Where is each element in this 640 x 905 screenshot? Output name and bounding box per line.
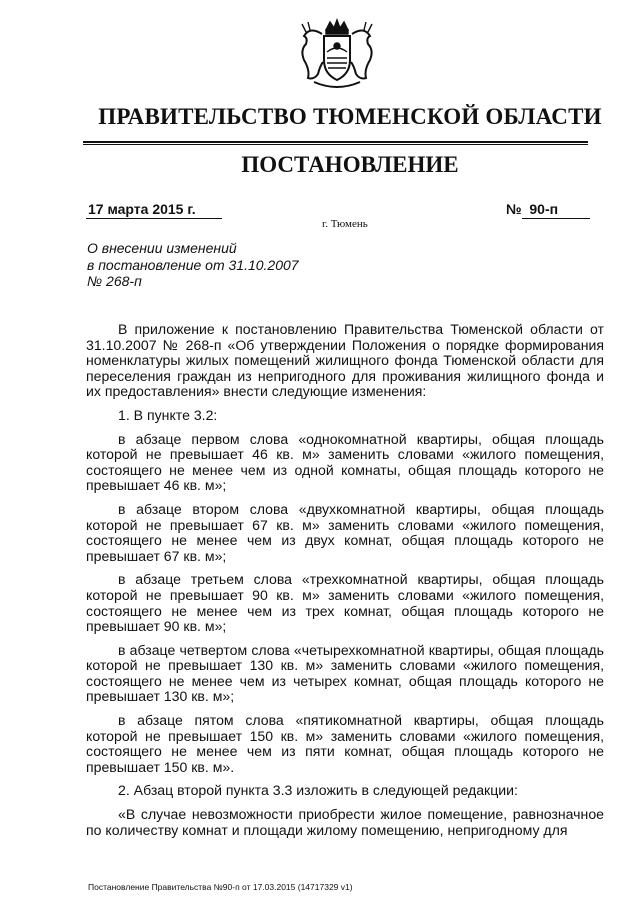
coat-of-arms-icon xyxy=(296,16,378,94)
footer-note: Постановление Правительства №90-п от 17.03.2015 (14717329 v1) xyxy=(88,882,353,892)
government-title: ПРАВИТЕЛЬСТВО ТЮМЕНСКОЙ ОБЛАСТИ xyxy=(98,104,602,129)
number-value: 90-п xyxy=(529,201,559,217)
document-date: 17 марта 2015 г. xyxy=(88,201,196,217)
document-type: ПОСТАНОВЛЕНИЕ xyxy=(241,152,459,177)
body-paragraph: 2. Абзац второй пункта 3.3 изложить в следующей редакции: xyxy=(118,782,518,799)
title-divider xyxy=(83,141,588,143)
body-paragraph: в абзаце четвертом слова «четырехкомнатной квартиры, общая площадь которой не превышает 130 кв. м» заменить словами «жилого помещения, состоящего не менее чем из четырех комнат, общая площадь которого не превышает 130 кв. м»; xyxy=(86,641,604,705)
date-underline xyxy=(86,218,222,219)
body-paragraph: «В случае невозможности приобрести жилое помещение, равнозначное по количеству комнат и площади жилому помещению, непригодному для xyxy=(86,806,604,838)
document-number xyxy=(506,201,558,217)
body-paragraph: в абзаце третьем слова «трехкомнатной квартиры, общая площадь которой не превышает 90 кв. м» заменить словами «жилого помещения, состоящего не менее чем из трех комнат, общая площадь которого не превышает 90 кв. м»; xyxy=(86,571,604,635)
subject-line: № 268-п xyxy=(87,273,142,289)
body-paragraph: в абзаце пятом слова «пятикомнатной квартиры, общая площадь которой не превышает 150 кв. м» заменить словами «жилого помещения, состоящего не менее чем из пяти комнат, общая площадь которого не превышает 150 кв. м». xyxy=(86,712,604,775)
subject-line: О внесении изменений xyxy=(87,240,237,256)
body-paragraph: в абзаце втором слова «двухкомнатной квартиры, общая площадь которой не превышает 67 кв. м» заменить словами «жилого помещения, состоящего не менее чем из двух комнат, общая площадь которого не превышает 67 кв. м»; xyxy=(86,500,604,564)
document-body xyxy=(86,322,604,846)
body-paragraph: в абзаце первом слова «однокомнатной квартиры, общая площадь которой не превышает 46 кв. м» заменить словами «жилого помещения, состоящего не менее чем из одной комнаты, общая площадь которого не превышает 46 кв. м»; xyxy=(86,430,604,494)
body-paragraph: В приложение к постановлению Правительства Тюменской области от 31.10.2007 № 268-п «Об утверждении Положения о порядке формирования номенклатуры жилых помещений жилищного фонда Тюменской области для переселения граждан из непригодного для проживания жилищного фонда и их предоставления» внести следующие изменения: xyxy=(86,321,604,400)
body-paragraph: 1. В пункте 3.2: xyxy=(118,406,218,423)
title-divider-thin xyxy=(83,144,588,145)
number-underline xyxy=(522,218,590,219)
number-sign: № xyxy=(506,201,522,217)
subject-block xyxy=(87,240,299,290)
subject-line: в постановление от 31.10.2007 xyxy=(87,256,299,273)
city: г. Тюмень xyxy=(322,218,368,230)
